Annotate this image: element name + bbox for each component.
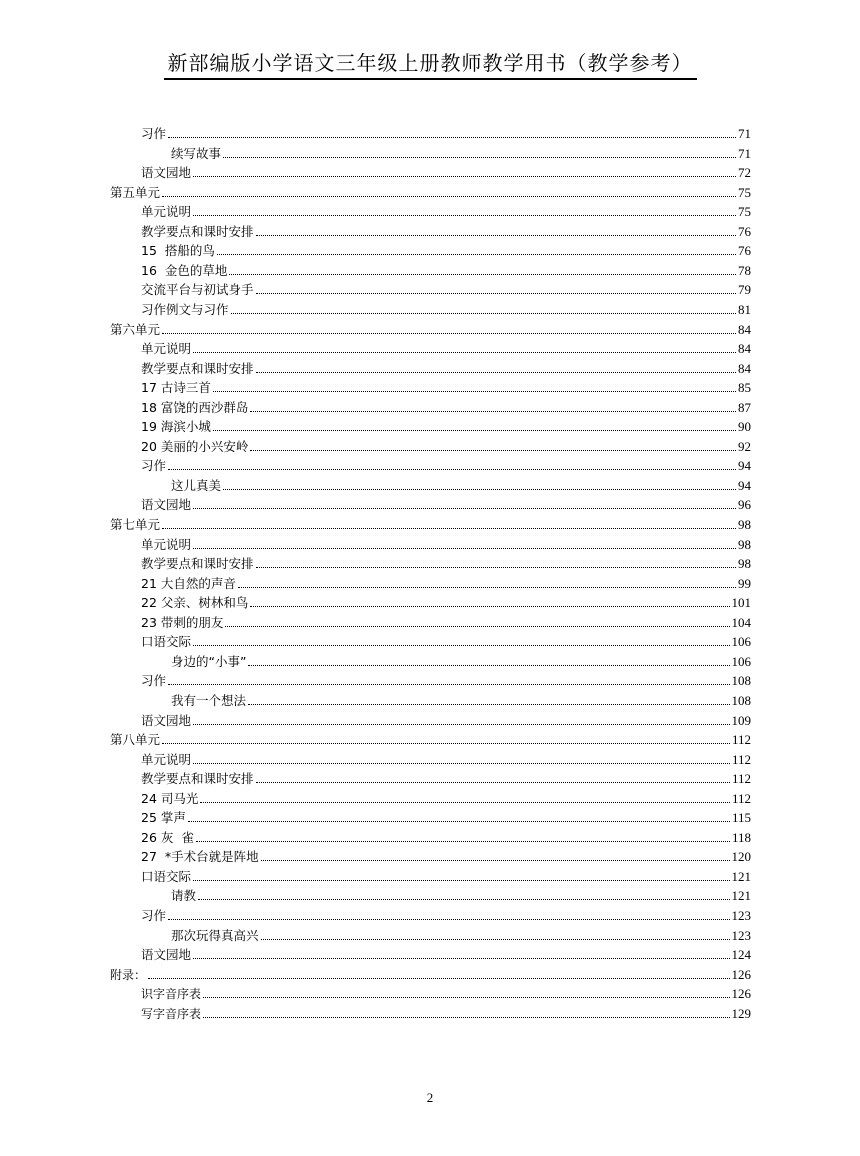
toc-entry-title: 单元说明 [141, 204, 192, 220]
toc-entry-page: 94 [738, 477, 751, 493]
toc-entry-title: 习作 [141, 458, 167, 474]
toc-entry-page: 126 [731, 966, 751, 982]
toc-entry-title: 第五单元 [110, 184, 161, 200]
toc-entry[interactable] [141, 806, 751, 826]
toc-entry-page: 92 [738, 438, 751, 454]
toc-dot-leader [223, 157, 736, 158]
toc-entry[interactable] [141, 709, 751, 729]
toc-entry-page: 94 [738, 458, 751, 474]
toc-dot-leader [213, 430, 736, 431]
toc-entry-page: 84 [738, 360, 751, 376]
toc-entry[interactable] [141, 533, 751, 553]
toc-entry[interactable] [141, 357, 751, 377]
toc-entry[interactable] [141, 591, 751, 611]
toc-dot-leader [248, 665, 729, 666]
toc-dot-leader [261, 860, 730, 861]
toc-dot-leader [248, 704, 729, 705]
toc-entry-page: 121 [731, 888, 751, 904]
toc-entry[interactable] [141, 826, 751, 846]
toc-entry-title: 这儿真美 [171, 477, 222, 493]
toc-entry-page: 123 [731, 927, 751, 943]
toc-dot-leader [193, 763, 730, 764]
document-title: 新部编版小学语文三年级上册教师教学用书（教学参考） [164, 50, 697, 80]
toc-dot-leader [213, 391, 736, 392]
toc-entry-page: 84 [738, 341, 751, 357]
toc-entry-title: 23 带刺的朋友 [141, 614, 224, 630]
toc-entry[interactable] [171, 474, 751, 494]
toc-entry-title: 续写故事 [171, 145, 222, 161]
toc-dot-leader [162, 743, 730, 744]
toc-entry-page: 108 [731, 692, 751, 708]
toc-dot-leader [162, 196, 736, 197]
toc-entry-page: 85 [738, 380, 751, 396]
toc-entry-title: 习作例文与习作 [141, 301, 229, 317]
toc-entry[interactable] [141, 630, 751, 650]
toc-entry-page: 75 [738, 184, 751, 200]
toc-entry-title: 交流平台与初试身手 [141, 282, 254, 298]
toc-entry-title: 那次玩得真高兴 [171, 927, 259, 943]
toc-dot-leader [193, 958, 729, 959]
toc-entry-title: 26 灰 雀 [141, 829, 194, 845]
toc-entry-page: 72 [738, 165, 751, 181]
toc-dot-leader [193, 176, 736, 177]
toc-entry[interactable] [110, 963, 751, 983]
toc-entry[interactable] [141, 396, 751, 416]
toc-entry-title: 18 富饶的西沙群岛 [141, 399, 249, 415]
toc-dot-leader [193, 724, 729, 725]
toc-entry[interactable] [141, 767, 751, 787]
toc-dot-leader [193, 215, 736, 216]
toc-entry-page: 120 [731, 849, 751, 865]
toc-entry-title: 附录： [110, 967, 147, 982]
toc-entry-page: 124 [731, 947, 751, 963]
toc-entry-title: 17 古诗三首 [141, 380, 211, 396]
toc-entry[interactable] [141, 200, 751, 220]
toc-entry-page: 75 [738, 204, 751, 220]
toc-entry[interactable] [141, 337, 751, 357]
toc-dot-leader [203, 1017, 729, 1018]
toc-entry-title: 口语交际 [141, 868, 192, 884]
toc-dot-leader [168, 137, 736, 138]
toc-entry[interactable] [141, 748, 751, 768]
toc-entry[interactable] [141, 454, 751, 474]
toc-entry-title: 24 司马光 [141, 790, 199, 806]
toc-entry-page: 98 [738, 556, 751, 572]
toc-entry-title: 第八单元 [110, 732, 161, 748]
toc-dot-leader [261, 939, 730, 940]
toc-entry-title: 单元说明 [141, 536, 192, 552]
toc-dot-leader [193, 352, 736, 353]
toc-dot-leader [168, 919, 729, 920]
toc-entry-title: 写字音序表 [141, 1006, 202, 1021]
toc-entry[interactable] [141, 1002, 751, 1022]
toc-entry[interactable] [141, 611, 751, 631]
toc-entry[interactable] [141, 943, 751, 963]
toc-entry-title: 识字音序表 [141, 987, 202, 1002]
toc-entry-title: 语文园地 [141, 165, 192, 181]
toc-entry[interactable] [141, 865, 751, 885]
toc-entry[interactable] [141, 669, 751, 689]
toc-entry-title: 教学要点和课时安排 [141, 223, 254, 239]
toc-entry-title: 21 大自然的声音 [141, 575, 236, 591]
toc-entry-page: 98 [738, 517, 751, 532]
toc-dot-leader [238, 587, 736, 588]
toc-dot-leader [256, 235, 736, 236]
toc-entry-title: 19 海滨小城 [141, 419, 211, 435]
toc-entry[interactable] [141, 435, 751, 455]
toc-entry-page: 123 [731, 908, 751, 923]
toc-entry-page: 71 [738, 126, 751, 141]
toc-dot-leader [196, 841, 730, 842]
toc-dot-leader [168, 684, 729, 685]
toc-dot-leader [223, 489, 736, 490]
toc-entry[interactable] [141, 493, 751, 513]
toc-entry-page: 109 [731, 712, 751, 728]
toc-entry-title: 教学要点和课时安排 [141, 360, 254, 376]
toc-entry-page: 115 [731, 810, 751, 826]
toc-entry[interactable] [141, 122, 751, 142]
toc-dot-leader [193, 880, 729, 881]
toc-entry[interactable] [141, 982, 751, 1002]
toc-entry-page: 112 [731, 790, 751, 806]
toc-dot-leader [193, 645, 729, 646]
toc-entry-title: 请教 [171, 888, 197, 904]
toc-entry-page: 71 [738, 145, 751, 161]
toc-dot-leader [188, 821, 730, 822]
toc-dot-leader [203, 997, 729, 998]
toc-dot-leader [256, 567, 736, 568]
toc-entry[interactable] [141, 904, 751, 924]
toc-entry-title: 习作 [141, 908, 167, 923]
toc-entry-page: 90 [738, 419, 751, 435]
toc-entry-title: 第六单元 [110, 321, 161, 337]
toc-entry-page: 96 [738, 497, 751, 513]
toc-dot-leader [193, 508, 736, 509]
toc-entry-title: 单元说明 [141, 751, 192, 767]
toc-entry-page: 108 [731, 673, 751, 689]
toc-entry[interactable] [141, 220, 751, 240]
toc-entry-page: 118 [731, 829, 751, 845]
toc-entry[interactable] [171, 689, 751, 709]
toc-entry-title: 习作 [141, 126, 167, 141]
toc-entry-title: 15 搭船的鸟 [141, 243, 215, 259]
toc-entry-page: 78 [738, 262, 751, 278]
toc-entry-page: 126 [731, 986, 751, 1002]
toc-entry-page: 84 [738, 321, 751, 337]
toc-dot-leader [193, 548, 736, 549]
toc-entry-page: 106 [731, 634, 751, 650]
toc-entry[interactable] [141, 845, 751, 865]
page-number: 2 [426, 1090, 434, 1105]
toc-dot-leader [250, 411, 736, 412]
toc-entry[interactable] [141, 239, 751, 259]
toc-entry[interactable] [141, 259, 751, 279]
toc-dot-leader [256, 782, 730, 783]
toc-entry[interactable] [141, 278, 751, 298]
toc-dot-leader [225, 626, 729, 627]
toc-dot-leader [231, 313, 736, 314]
toc-entry[interactable] [171, 884, 751, 904]
toc-dot-leader [256, 372, 736, 373]
toc-dot-leader [256, 293, 736, 294]
toc-dot-leader [148, 978, 729, 979]
toc-entry[interactable] [141, 572, 751, 592]
toc-entry[interactable] [110, 181, 751, 201]
toc-entry-title: 22 父亲、树林和鸟 [141, 595, 249, 611]
toc-dot-leader [250, 450, 736, 451]
toc-entry[interactable] [141, 415, 751, 435]
toc-dot-leader [200, 802, 730, 803]
toc-entry[interactable] [141, 552, 751, 572]
toc-entry-page: 112 [731, 771, 751, 787]
toc-entry-page: 101 [731, 595, 751, 611]
toc-entry-title: 语文园地 [141, 497, 192, 513]
toc-entry[interactable] [171, 142, 751, 162]
toc-entry-title: 20 美丽的小兴安岭 [141, 438, 249, 454]
toc-dot-leader [250, 606, 729, 607]
toc-entry-page: 121 [731, 868, 751, 884]
toc-entry[interactable] [110, 513, 751, 533]
toc-entry-title: 身边的“小事” [171, 653, 247, 669]
toc-entry-title: 16 金色的草地 [141, 262, 228, 278]
toc-entry[interactable] [141, 161, 751, 181]
toc-dot-leader [162, 528, 736, 529]
toc-entry-page: 81 [738, 301, 751, 317]
toc-entry-title: 语文园地 [141, 712, 192, 728]
toc-entry[interactable] [141, 298, 751, 318]
toc-entry[interactable] [110, 728, 751, 748]
toc-entry-page: 79 [738, 282, 751, 298]
toc-entry-page: 76 [738, 243, 751, 259]
toc-entry-page: 129 [731, 1005, 751, 1021]
toc-entry-page: 99 [738, 575, 751, 591]
toc-entry-title: 27 *手术台就是阵地 [141, 849, 259, 865]
toc-entry-title: 习作 [141, 673, 167, 689]
toc-entry[interactable] [171, 924, 751, 944]
toc-entry[interactable] [141, 376, 751, 396]
toc-entry-page: 104 [731, 614, 751, 630]
toc-entry[interactable] [110, 318, 751, 338]
toc-entry-title: 第七单元 [110, 517, 161, 532]
toc-dot-leader [217, 254, 736, 255]
toc-entry-title: 25 掌声 [141, 810, 186, 826]
toc-entry-title: 我有一个想法 [171, 692, 247, 708]
toc-dot-leader [229, 274, 736, 275]
toc-entry-title: 单元说明 [141, 341, 192, 357]
toc-entry-page: 76 [738, 223, 751, 239]
toc-entry-title: 教学要点和课时安排 [141, 556, 254, 572]
toc-entry[interactable] [171, 650, 751, 670]
toc-entry-page: 112 [731, 751, 751, 767]
toc-dot-leader [162, 333, 736, 334]
toc-dot-leader [168, 469, 736, 470]
toc-entry-title: 教学要点和课时安排 [141, 771, 254, 787]
toc-entry-title: 口语交际 [141, 634, 192, 650]
toc-entry-page: 87 [738, 399, 751, 415]
toc-dot-leader [198, 899, 729, 900]
toc-entry-page: 98 [738, 536, 751, 552]
toc-entry-page: 112 [731, 732, 751, 748]
toc-entry[interactable] [141, 787, 751, 807]
toc-entry-page: 106 [731, 653, 751, 669]
toc-entry-title: 语文园地 [141, 947, 192, 963]
page-header [0, 50, 860, 80]
